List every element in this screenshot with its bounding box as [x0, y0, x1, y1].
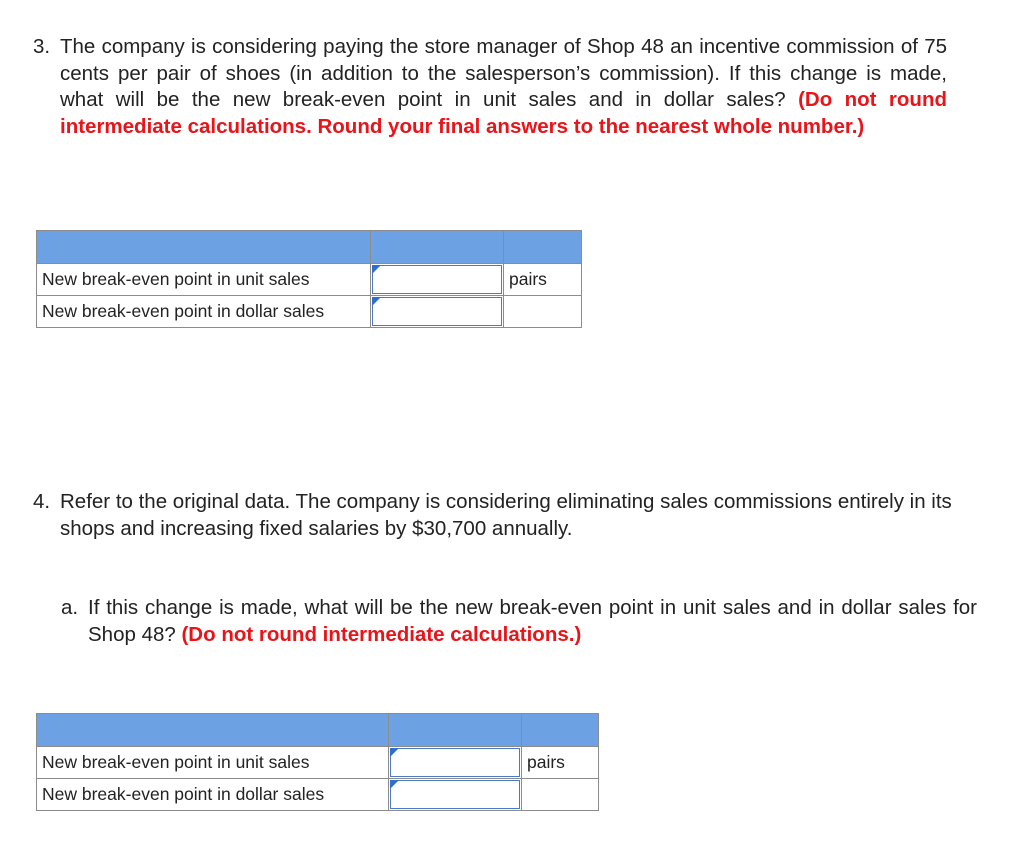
question-4a-instruction: (Do not round intermediate calculations.)	[181, 622, 582, 646]
question-4a-text: If this change is made, what will be the new break-even point in unit sales and in dollar sales for Shop 48?	[88, 596, 977, 646]
question-4a-body	[61, 595, 977, 648]
input-flag-icon	[390, 780, 399, 789]
input-cell	[371, 264, 504, 296]
header-cell	[37, 714, 389, 747]
unit-label: pairs	[504, 264, 582, 296]
question-3-instruction: (Do not round intermediate calculations. Round your final answers to the nearest whole number.)	[60, 88, 948, 138]
row-label: New break-even point in unit sales	[37, 747, 389, 779]
row-label: New break-even point in dollar sales	[37, 779, 389, 811]
row-label: New break-even point in dollar sales	[37, 296, 371, 328]
break-even-dollar-sales-input[interactable]	[372, 297, 502, 326]
header-cell	[522, 714, 599, 747]
break-even-dollar-sales-input[interactable]	[390, 780, 520, 809]
break-even-unit-sales-input[interactable]	[372, 265, 502, 294]
input-cell	[371, 296, 504, 328]
row-label: New break-even point in unit sales	[37, 264, 371, 296]
answer-table-4a-header	[37, 714, 599, 747]
input-flag-icon	[390, 748, 399, 757]
question-3-text: The company is considering paying the store manager of Shop 48 an incentive commission of 75 cents per pair of shoes (in addition to the salesperson’s commission). If this change is made, what will be the new break-even point in unit sales and in dollar sales?	[60, 35, 947, 111]
answer-table-3-header	[37, 231, 582, 264]
header-cell	[371, 231, 504, 264]
question-3	[33, 34, 947, 140]
table-row	[37, 296, 582, 328]
table-row	[37, 779, 599, 811]
question-3-body	[33, 34, 947, 140]
table-row	[37, 264, 582, 296]
question-4-text: Refer to the original data. The company is considering eliminating sales commissions entirely in its shops and increasing fixed salaries by $30,700 annually.	[60, 490, 952, 540]
input-flag-icon	[372, 297, 381, 306]
question-3-number: 3.	[33, 35, 51, 58]
input-flag-icon	[372, 265, 381, 274]
answer-table-4a	[36, 713, 599, 811]
unit-label: pairs	[522, 747, 599, 779]
break-even-unit-sales-input[interactable]	[390, 748, 520, 777]
header-cell	[389, 714, 522, 747]
question-4a-number: a.	[61, 596, 79, 619]
header-cell	[504, 231, 582, 264]
header-cell	[37, 231, 371, 264]
question-4-number: 4.	[33, 490, 51, 513]
input-cell	[389, 779, 522, 811]
unit-label	[522, 779, 599, 811]
question-4	[33, 489, 963, 542]
answer-table-3	[36, 230, 582, 328]
unit-label	[504, 296, 582, 328]
question-4a	[61, 595, 977, 648]
input-cell	[389, 747, 522, 779]
table-row	[37, 747, 599, 779]
